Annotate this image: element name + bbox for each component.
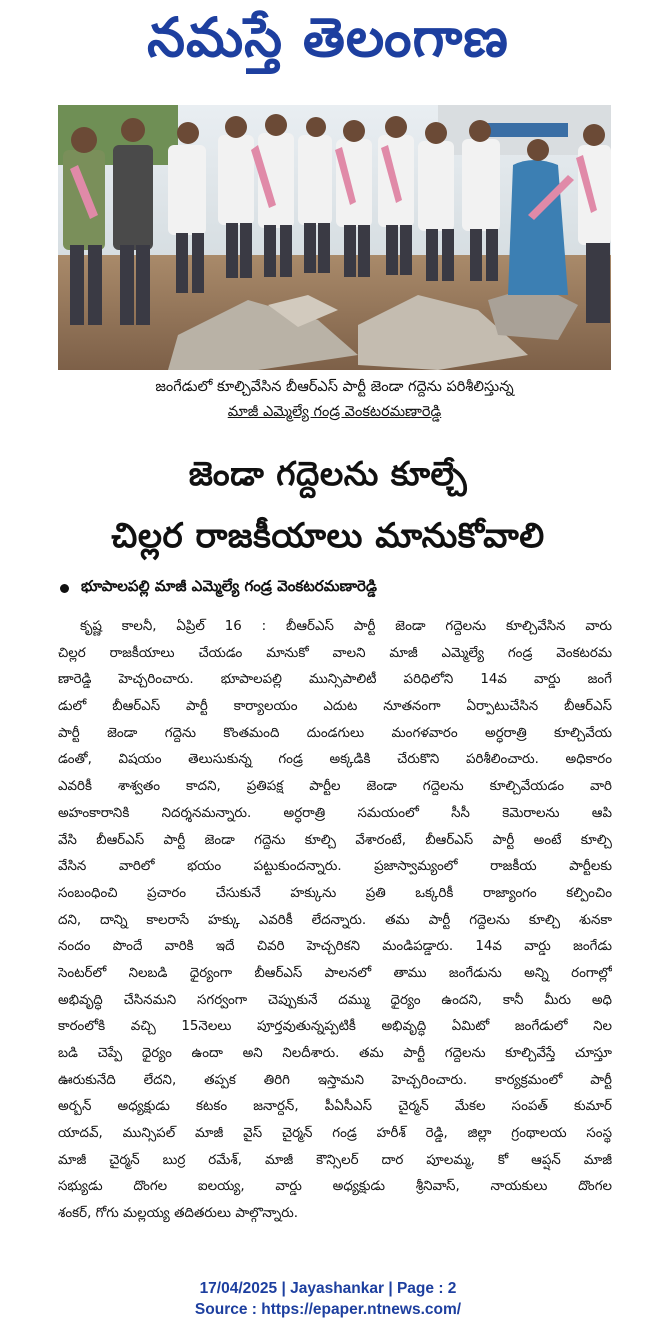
footer-date-edition: 17/04/2025 | Jayashankar | Page : 2 [199, 1280, 457, 1297]
article-line: ఊరుకునేది లేదని, తప్పక తిరిగి ఇస్తామని హెచ్చరించారు. కార్యక్రమంలో పార్టీ [58, 1072, 612, 1088]
article-line: యాదవ్, మున్సిపల్ మాజీ వైస్ చైర్మన్ గండ్ర హరీశ్ రెడ్డి, జిల్లా గ్రంథాలయ సంస్థ [58, 1126, 612, 1142]
article-line: శంకర్, గోగు మల్లయ్య తదితరులు పాల్గొన్నారు. [58, 1206, 299, 1222]
bullet-icon [60, 584, 69, 593]
article-line: కారంలోకి వచ్చి 15నెలలు పూర్తవుతున్నప్పటికీ అభివృద్ధి ఏమిటో జంగేడులో నిల [58, 1019, 612, 1035]
article-line: సంబంధించి ప్రచారం చేసుకునే హక్కును ప్రతి ఒక్కరికీ రాజ్యాంగం కల్పించిం [58, 885, 612, 901]
article-line: అహంకారానికి నిదర్శనమన్నారు. అర్ధరాత్రి సమయంలో సీసీ కెమెరాలను ఆపి [58, 805, 612, 821]
article-line: అభివృద్ధి చేసినమని సగర్వంగా చెప్పుకునే దమ్ము ధైర్యం ఉందని, కానీ మీరు అధి [58, 992, 612, 1008]
headline-line-1: జెండా గద్దెలను కూల్చే [188, 454, 468, 493]
photo-caption [58, 375, 611, 425]
article-line: దని, దాన్ని కాలరాసే హక్కు ఎవరికీ లేదన్నారు. తమ పార్టీ గద్దెలను కూల్చి శునకా [58, 912, 612, 928]
article-line: బడి చెప్పే ధైర్యం ఉందా అని నిలదీశారు. తమ పార్టీ గద్దెలను కూల్చివేస్తే చూస్తూ [58, 1046, 612, 1061]
article-line: పార్టీ జెండా గద్దెను కొంతమంది దుండగులు మంగళవారం అర్ధరాత్రి కూల్చివేయ [58, 725, 612, 741]
masthead [0, 0, 656, 88]
photo-illustration [58, 105, 611, 370]
article-line: వేసి బీఆర్ఎస్ పార్టీ జెండా గద్దెను కూల్చి వేశారంటే, బీఆర్ఎస్ పార్టీ అంటే కూల్చి [58, 832, 612, 848]
caption-line-1: జంగేడులో కూల్చివేసిన బీఆర్ఎస్ పార్టీ జెండా గద్దెను పరిశీలిస్తున్న [155, 379, 514, 395]
news-photo [58, 105, 611, 370]
article-line: వేసిన వారిలో భయం పట్టుకుందన్నారు. ప్రజాస్వామ్యంలో రాజకీయ పార్టీలకు [58, 859, 612, 875]
footer [0, 1278, 656, 1320]
article-line: నందం పొందే వారికి ఇదే చివరి హెచ్చరికని మండిపడ్డారు. 14వ వార్డు జంగేడు [58, 939, 612, 955]
footer-source-link[interactable]: Source : https://epaper.ntnews.com/ [194, 1301, 462, 1318]
byline [60, 577, 620, 599]
article-line: డులో బీఆర్ఎస్ పార్టీ కార్యాలయం ఎదుట నూతనంగా ఏర్పాటుచేసిన బీఆర్ఎస్ [58, 699, 612, 715]
article-line: ఎవరికీ శాశ్వతం కాదని, ప్రతిపక్ష పార్టీల జెండా గద్దెలను కూల్చివేయడం వారి [58, 779, 612, 795]
article-line: సభ్యుడు దొంగల ఐలయ్య, వార్డు అధ్యక్షుడు శ్రీనివాస్, నాయకులు దొంగల [58, 1179, 612, 1195]
article-line: సెంటర్‌లో నిలబడి ధైర్యంగా బీఆర్ఎస్ పాలనలో తాము జంగేడును అన్ని రంగాల్లో [58, 965, 612, 981]
article-line: అర్బన్ అధ్యక్షుడు కటకం జనార్దన్, పీఏసీఎస్ చైర్మన్ మేకల సంపత్ కుమార్ [58, 1099, 612, 1115]
caption-line-2: మాజీ ఎమ్మెల్యే గండ్ర వెంకటరమణారెడ్డి [227, 404, 442, 420]
article-line: డంతో, విషయం తెలుసుకున్న గండ్ర అక్కడికి చేరుకొని పరిశీలించారు. అధికారం [58, 752, 612, 768]
headline-line-2: చిల్లర రాజకీయాలు మానుకోవాలి [111, 516, 545, 556]
article-line: చిల్లర రాజకీయాలు చేయడం మానుకో వాలని మాజీ ఎమ్మెల్యే గండ్ర వెంకటరమ [58, 645, 612, 661]
byline-text: భూపాలపల్లి మాజీ ఎమ్మెల్యే గండ్ర వెంకటరమణారెడ్డి [81, 577, 378, 595]
article-line: కృష్ణ కాలనీ, ఏప్రిల్ 16 : బీఆర్ఎస్ పార్టీ జెండా గద్దెలను కూల్చివేసిన వారు [80, 619, 612, 634]
article-line: మాజీ చైర్మన్ బుర్ర రమేశ్, మాజీ కౌన్సిలర్ దార పూలమ్మ, కో ఆప్షన్ మాజీ [58, 1152, 612, 1168]
article-body [58, 614, 612, 1228]
newspaper-logo: నమస్తే తెలంగాణ [147, 5, 509, 69]
article-line: ణారెడ్డి హెచ్చరించారు. భూపాలపల్లి మున్సిపాలిటీ పరిధిలోని 14వ వార్డు జంగే [58, 672, 612, 688]
